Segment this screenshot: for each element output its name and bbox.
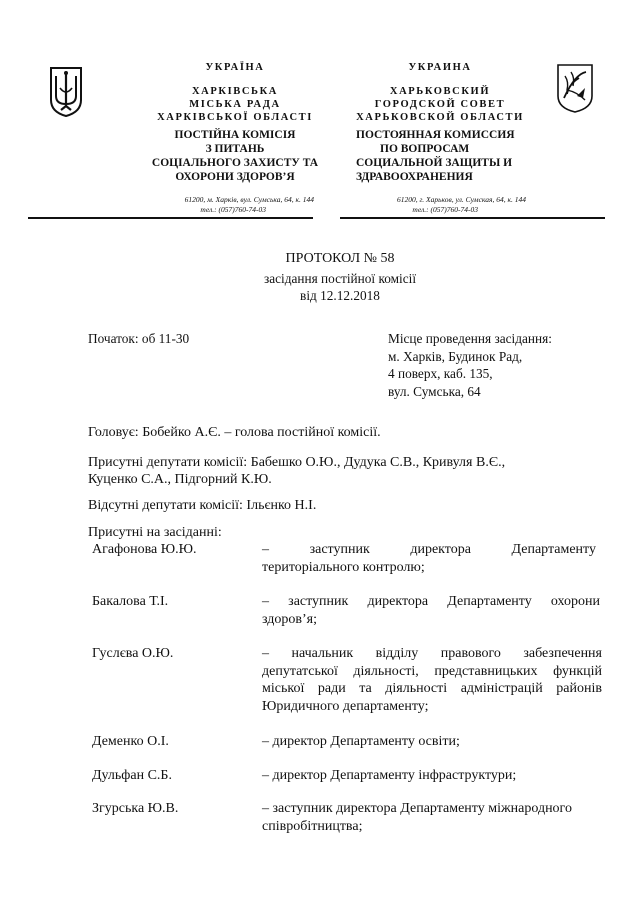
attendee-name: Деменко О.І. — [92, 734, 169, 749]
header-ru-council-line3: ХАРЬКОВСКОЙ ОБЛАСТИ — [356, 112, 524, 123]
header-ru-council-line1: ХАРЬКОВСКИЙ — [389, 86, 491, 97]
header-ua-commission-line: ОХОРОНИ ЗДОРОВ’Я — [175, 171, 295, 183]
header-ua-council-line3: ХАРКІВСЬКОЇ ОБЛАСТІ — [157, 112, 313, 123]
meeting-place-line: 4 поверх, каб. 135, — [388, 366, 493, 381]
header-ua-phone: тел.: (057)760-74-03 — [200, 205, 266, 214]
attendee-position — [262, 541, 596, 576]
attendee-position-line: – заступник директора Департаменту міжнародного — [262, 801, 572, 816]
header-ua-address-block — [138, 195, 314, 215]
present-deputies — [88, 454, 505, 488]
header-ua-commission-line: ПОСТІЙНА КОМІСІЯ — [174, 129, 296, 141]
trident-coat-of-arms-icon — [48, 66, 84, 118]
attendee-position-line: співробітництва; — [262, 818, 363, 834]
attendee-name: Дульфан С.Б. — [92, 768, 172, 783]
header-ua-commission-line: З ПИТАНЬ — [205, 143, 265, 155]
meeting-place-line: м. Харків, Будинок Рад, — [388, 348, 523, 364]
attendee-position-line: Юридичного департаменту; — [262, 698, 429, 714]
attendee-name: Бакалова Т.І. — [92, 594, 169, 609]
header-ru-commission-line: СОЦИАЛЬНОЙ ЗАЩИТЫ И — [356, 157, 513, 169]
protocol-subtitle: засідання постійної комісії — [263, 271, 417, 286]
header-ru-country: УКРАИНА — [408, 62, 472, 73]
attendee-position-line: депутатської діяльності, представницьких функцій — [262, 663, 602, 679]
attendees-heading: Присутні на засіданні: — [88, 525, 222, 540]
chair-line: Головує: Бобейко А.Є. – голова постійної комісії. — [88, 425, 381, 440]
attendee-position-line: – заступник директора Департаменту — [262, 542, 596, 557]
header-ua-council-line1: ХАРКІВСЬКА — [191, 86, 278, 97]
header-ru-commission-line: ПО ВОПРОСАМ — [380, 143, 470, 155]
attendee-position-line: – директор Департаменту освіти; — [262, 734, 460, 749]
header-ua-address: 61200, м. Харків, вул. Сумська, 64, к. 144 — [184, 195, 314, 204]
attendee-position — [262, 593, 600, 628]
header-ru-commission-line: ПОСТОЯННАЯ КОМИССИЯ — [356, 129, 515, 141]
header-divider-left — [28, 217, 313, 219]
present-deputies-line: Куценко С.А., Підгорний К.Ю. — [88, 472, 272, 487]
attendee-position-line: – директор Департаменту інфраструктури; — [262, 768, 517, 783]
meeting-place — [388, 330, 588, 400]
header-ru-address: 61200, г. Харьков, ул. Сумская, 64, к. 144 — [396, 195, 526, 204]
attendee-position-line: міської ради та діяльності адміністрацій районів — [262, 681, 602, 696]
header-ua-country: УКРАЇНА — [205, 62, 265, 73]
header-ua-council-line2: МІСЬКА РАДА — [189, 99, 281, 110]
attendee-position — [262, 800, 602, 835]
header-divider-right — [340, 217, 605, 219]
attendee-position-line: – начальник відділу правового забезпечення — [262, 646, 602, 661]
attendee-name: Згурська Ю.В. — [92, 801, 179, 816]
attendee-position-line: територіального контролю; — [262, 559, 425, 575]
header-ru-commission — [356, 128, 546, 184]
meeting-place-line: вул. Сумська, 64 — [388, 383, 481, 399]
attendee-name: Агафонова Ю.Ю. — [92, 542, 197, 557]
header-ru-address-block — [348, 195, 526, 215]
meeting-place-label: Місце проведення засідання: — [388, 331, 552, 346]
present-deputies-line: Присутні депутати комісії: Бабешко О.Ю., Дудука С.В., Кривуля В.Є., — [88, 455, 506, 470]
header-ua-commission-line: СОЦІАЛЬНОГО ЗАХИСТУ ТА — [151, 157, 319, 169]
attendee-position — [262, 645, 602, 715]
header-ru-council-line2: ГОРОДСКОЙ СОВЕТ — [374, 99, 506, 110]
header-ua-commission — [138, 128, 332, 184]
header-ru-commission-line: ЗДРАВООХРАНЕНИЯ — [356, 171, 473, 183]
header-ru-phone: тел.: (057)760-74-03 — [412, 205, 478, 214]
attendee-name: Гуслєва О.Ю. — [92, 646, 174, 661]
protocol-title: ПРОТОКОЛ № 58 — [285, 251, 395, 266]
absent-deputies: Відсутні депутати комісії: Ільєнко Н.І. — [88, 498, 317, 513]
kharkiv-coat-of-arms-icon — [555, 62, 595, 114]
meeting-start: Початок: об 11-30 — [88, 331, 190, 346]
attendee-position-line: – заступник директора Департаменту охорони — [262, 594, 600, 609]
attendee-position-line: здоров’я; — [262, 611, 318, 627]
protocol-date: від 12.12.2018 — [300, 288, 380, 303]
